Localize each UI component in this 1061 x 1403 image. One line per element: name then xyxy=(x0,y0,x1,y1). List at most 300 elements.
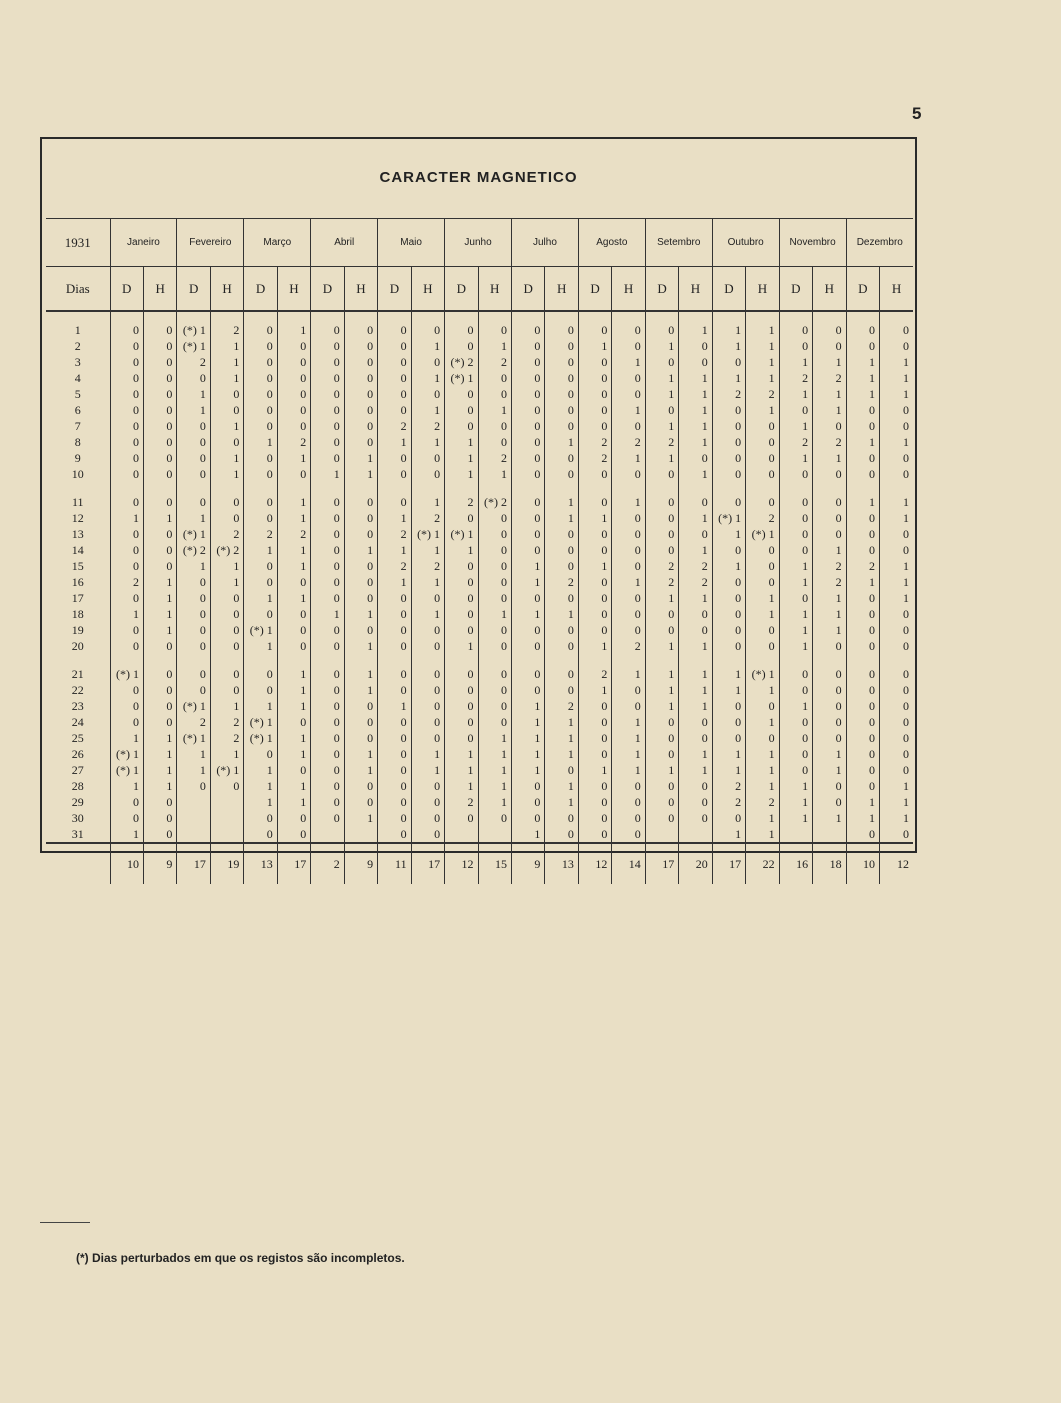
value-cell: 0 xyxy=(612,794,645,810)
value-cell: 0 xyxy=(578,826,611,843)
value-cell: 0 xyxy=(277,418,310,434)
h-header: H xyxy=(746,267,779,312)
value-cell: 0 xyxy=(311,338,344,354)
value-cell: 1 xyxy=(846,810,879,826)
value-cell: 2 xyxy=(445,794,478,810)
value-cell: 1 xyxy=(244,762,277,778)
value-cell: 0 xyxy=(411,682,444,698)
value-cell: 1 xyxy=(210,338,243,354)
value-cell: 0 xyxy=(645,746,678,762)
month-header: Novembro xyxy=(779,219,846,267)
value-cell: 0 xyxy=(746,622,779,638)
dh-header-row xyxy=(46,267,913,312)
value-cell: 1 xyxy=(746,402,779,418)
table-row xyxy=(46,510,913,526)
value-cell: 0 xyxy=(846,311,879,338)
value-cell: 0 xyxy=(511,370,544,386)
value-cell: 2 xyxy=(712,794,745,810)
value-cell: 0 xyxy=(612,826,645,843)
value-cell: 0 xyxy=(511,311,544,338)
value-cell: 0 xyxy=(478,654,511,682)
month-header: Junho xyxy=(445,219,512,267)
value-cell: 0 xyxy=(411,810,444,826)
value-cell: 0 xyxy=(779,526,812,542)
value-cell: 0 xyxy=(210,606,243,622)
value-cell: 1 xyxy=(445,434,478,450)
value-cell: 0 xyxy=(311,762,344,778)
value-cell: 0 xyxy=(478,714,511,730)
month-header: Maio xyxy=(378,219,445,267)
d-header: D xyxy=(110,267,143,312)
value-cell: 1 xyxy=(143,606,176,622)
value-cell: 1 xyxy=(344,450,377,466)
value-cell: 2 xyxy=(210,526,243,542)
value-cell: 0 xyxy=(545,810,578,826)
value-cell: 1 xyxy=(846,482,879,510)
day-cell: 31 xyxy=(71,827,84,841)
value-cell: 0 xyxy=(311,730,344,746)
value-cell: 1 xyxy=(411,606,444,622)
value-cell: 0 xyxy=(210,682,243,698)
value-cell: 0 xyxy=(578,590,611,606)
value-cell: 0 xyxy=(779,682,812,698)
value-cell: 1 xyxy=(645,418,678,434)
value-cell: 1 xyxy=(344,682,377,698)
day-cell: 25 xyxy=(71,731,84,745)
value-cell: 0 xyxy=(645,778,678,794)
day-cell: 30 xyxy=(71,811,84,825)
value-cell: 1 xyxy=(612,354,645,370)
value-cell: 1 xyxy=(143,590,176,606)
value-cell: 0 xyxy=(612,386,645,402)
days-header: Dias xyxy=(46,267,110,312)
table-row xyxy=(46,590,913,606)
value-cell: 1 xyxy=(846,370,879,386)
value-cell: 1 xyxy=(880,574,913,590)
value-cell: 1 xyxy=(311,606,344,622)
value-cell: (*) 2 xyxy=(210,542,243,558)
value-cell: 0 xyxy=(143,526,176,542)
value-cell: 1 xyxy=(813,810,846,826)
value-cell: 0 xyxy=(143,638,176,654)
value-cell: 0 xyxy=(110,354,143,370)
value-cell: 0 xyxy=(478,638,511,654)
value-cell: 0 xyxy=(445,810,478,826)
d-header: D xyxy=(445,267,478,312)
value-cell: 0 xyxy=(110,526,143,542)
value-cell: 2 xyxy=(177,714,210,730)
value-cell: 0 xyxy=(545,638,578,654)
value-cell: 0 xyxy=(545,466,578,482)
value-cell: 0 xyxy=(143,714,176,730)
value-cell: 2 xyxy=(411,558,444,574)
month-header: Julho xyxy=(511,219,578,267)
day-cell: 1 xyxy=(74,323,81,337)
table-row xyxy=(46,730,913,746)
value-cell: 1 xyxy=(511,606,544,622)
value-cell: 0 xyxy=(311,450,344,466)
value-cell: 0 xyxy=(277,386,310,402)
value-cell: 0 xyxy=(210,402,243,418)
value-cell: 0 xyxy=(746,542,779,558)
value-cell: 0 xyxy=(110,482,143,510)
value-cell: (*) 1 xyxy=(177,311,210,338)
value-cell: 1 xyxy=(712,338,745,354)
value-cell: 0 xyxy=(612,311,645,338)
value-cell: 0 xyxy=(679,730,712,746)
value-cell: 0 xyxy=(746,730,779,746)
value-cell: 1 xyxy=(846,434,879,450)
value-cell: 1 xyxy=(445,542,478,558)
value-cell: (*) 1 xyxy=(110,654,143,682)
value-cell: 1 xyxy=(779,794,812,810)
value-cell: 0 xyxy=(746,638,779,654)
value-cell: 1 xyxy=(746,810,779,826)
table-row xyxy=(46,386,913,402)
value-cell: 1 xyxy=(344,654,377,682)
value-cell: 1 xyxy=(679,698,712,714)
value-cell: 0 xyxy=(645,606,678,622)
value-cell: 0 xyxy=(746,558,779,574)
value-cell: 1 xyxy=(679,418,712,434)
value-cell: 0 xyxy=(344,730,377,746)
value-cell: 0 xyxy=(344,354,377,370)
value-cell: 0 xyxy=(110,311,143,338)
value-cell: 0 xyxy=(445,510,478,526)
value-cell: 0 xyxy=(511,434,544,450)
value-cell: 0 xyxy=(478,386,511,402)
totals-row xyxy=(46,843,913,884)
value-cell: 0 xyxy=(277,370,310,386)
value-cell: 0 xyxy=(143,311,176,338)
value-cell: 0 xyxy=(612,338,645,354)
value-cell: 1 xyxy=(746,714,779,730)
value-cell: 0 xyxy=(244,466,277,482)
value-cell: 0 xyxy=(545,370,578,386)
value-cell: 1 xyxy=(277,542,310,558)
value-cell: 0 xyxy=(378,606,411,622)
table-row xyxy=(46,354,913,370)
value-cell: 1 xyxy=(244,794,277,810)
value-cell: 2 xyxy=(813,434,846,450)
value-cell xyxy=(779,826,812,843)
value-cell: 0 xyxy=(110,590,143,606)
value-cell: 0 xyxy=(679,526,712,542)
value-cell: 0 xyxy=(110,542,143,558)
value-cell: 0 xyxy=(578,466,611,482)
value-cell: 0 xyxy=(712,466,745,482)
day-cell: 21 xyxy=(71,667,84,681)
value-cell: 2 xyxy=(645,574,678,590)
h-header: H xyxy=(478,267,511,312)
value-cell: 0 xyxy=(712,450,745,466)
value-cell: 0 xyxy=(578,606,611,622)
value-cell: 1 xyxy=(210,354,243,370)
value-cell: 1 xyxy=(411,762,444,778)
value-cell: 0 xyxy=(511,386,544,402)
value-cell: 0 xyxy=(344,794,377,810)
month-header: Outubro xyxy=(712,219,779,267)
value-cell: 0 xyxy=(378,622,411,638)
value-cell: 0 xyxy=(880,730,913,746)
value-cell: 1 xyxy=(880,810,913,826)
d-header: D xyxy=(311,267,344,312)
value-cell: 0 xyxy=(378,386,411,402)
month-header: Setembro xyxy=(645,219,712,267)
value-cell: 0 xyxy=(110,794,143,810)
value-cell: 0 xyxy=(110,622,143,638)
day-cell: 10 xyxy=(71,467,84,481)
value-cell: 1 xyxy=(813,542,846,558)
value-cell: 0 xyxy=(880,606,913,622)
value-cell: 0 xyxy=(311,311,344,338)
value-cell: 1 xyxy=(277,778,310,794)
value-cell: 0 xyxy=(511,466,544,482)
table-row xyxy=(46,682,913,698)
value-cell: 1 xyxy=(746,762,779,778)
value-cell: 0 xyxy=(645,714,678,730)
value-cell: 0 xyxy=(846,638,879,654)
value-cell: 0 xyxy=(210,482,243,510)
table-row xyxy=(46,526,913,542)
value-cell: 1 xyxy=(779,354,812,370)
value-cell: 0 xyxy=(511,682,544,698)
value-cell: 0 xyxy=(880,638,913,654)
value-cell: 1 xyxy=(679,746,712,762)
value-cell: 0 xyxy=(679,778,712,794)
table-row xyxy=(46,794,913,810)
value-cell: 2 xyxy=(846,558,879,574)
total-cell: 17 xyxy=(411,843,444,884)
value-cell: 0 xyxy=(880,526,913,542)
value-cell: 0 xyxy=(779,762,812,778)
month-header: Dezembro xyxy=(846,219,913,267)
value-cell: 0 xyxy=(378,311,411,338)
value-cell: 0 xyxy=(578,794,611,810)
value-cell: 0 xyxy=(311,622,344,638)
value-cell: 1 xyxy=(210,558,243,574)
value-cell: 1 xyxy=(779,698,812,714)
value-cell: 0 xyxy=(511,622,544,638)
value-cell: 0 xyxy=(679,450,712,466)
value-cell: 1 xyxy=(813,386,846,402)
total-cell: 9 xyxy=(511,843,544,884)
value-cell: 0 xyxy=(846,338,879,354)
value-cell: 0 xyxy=(813,730,846,746)
value-cell: 1 xyxy=(177,558,210,574)
value-cell: 1 xyxy=(712,762,745,778)
value-cell: 1 xyxy=(110,510,143,526)
total-cell: 9 xyxy=(143,843,176,884)
value-cell: 0 xyxy=(277,638,310,654)
value-cell: 0 xyxy=(210,638,243,654)
value-cell: 0 xyxy=(411,386,444,402)
value-cell: 1 xyxy=(244,778,277,794)
value-cell: 1 xyxy=(277,482,310,510)
value-cell: 0 xyxy=(578,386,611,402)
value-cell: 0 xyxy=(813,526,846,542)
value-cell: 0 xyxy=(411,450,444,466)
value-cell: 0 xyxy=(110,810,143,826)
value-cell: 0 xyxy=(779,482,812,510)
value-cell: 0 xyxy=(110,450,143,466)
value-cell: 0 xyxy=(712,622,745,638)
value-cell: 1 xyxy=(110,826,143,843)
value-cell: 0 xyxy=(712,418,745,434)
value-cell xyxy=(177,794,210,810)
value-cell: 0 xyxy=(578,778,611,794)
h-header: H xyxy=(143,267,176,312)
day-cell: 5 xyxy=(74,387,81,401)
value-cell: 0 xyxy=(645,466,678,482)
value-cell: 0 xyxy=(478,526,511,542)
value-cell: 0 xyxy=(511,654,544,682)
value-cell: (*) 1 xyxy=(177,526,210,542)
value-cell: 0 xyxy=(378,370,411,386)
value-cell: 0 xyxy=(846,762,879,778)
value-cell: 1 xyxy=(511,762,544,778)
value-cell xyxy=(813,826,846,843)
value-cell: 1 xyxy=(545,746,578,762)
value-cell: 0 xyxy=(846,682,879,698)
value-cell: 0 xyxy=(177,450,210,466)
value-cell: 1 xyxy=(645,450,678,466)
value-cell: 0 xyxy=(645,311,678,338)
value-cell: 0 xyxy=(478,622,511,638)
value-cell: 1 xyxy=(679,402,712,418)
value-cell: 0 xyxy=(210,590,243,606)
value-cell: 0 xyxy=(378,810,411,826)
value-cell: 1 xyxy=(344,466,377,482)
value-cell: 1 xyxy=(411,746,444,762)
value-cell: 0 xyxy=(612,542,645,558)
value-cell: 1 xyxy=(210,418,243,434)
value-cell: 0 xyxy=(110,698,143,714)
day-cell: 15 xyxy=(71,559,84,573)
value-cell: 2 xyxy=(545,698,578,714)
value-cell xyxy=(344,826,377,843)
value-cell: 0 xyxy=(143,434,176,450)
value-cell: 0 xyxy=(578,482,611,510)
value-cell: 1 xyxy=(880,482,913,510)
month-header: Abril xyxy=(311,219,378,267)
value-cell: 0 xyxy=(210,434,243,450)
totals-label-cell xyxy=(46,843,110,884)
value-cell: 0 xyxy=(880,762,913,778)
value-cell: 0 xyxy=(545,558,578,574)
value-cell: 0 xyxy=(478,510,511,526)
value-cell: 0 xyxy=(712,714,745,730)
total-cell: 9 xyxy=(344,843,377,884)
value-cell: 1 xyxy=(679,654,712,682)
value-cell: 0 xyxy=(511,810,544,826)
d-header: D xyxy=(645,267,678,312)
value-cell: 0 xyxy=(311,794,344,810)
value-cell: 0 xyxy=(143,794,176,810)
value-cell: 1 xyxy=(612,482,645,510)
value-cell: 0 xyxy=(779,746,812,762)
value-cell: 0 xyxy=(478,311,511,338)
value-cell: 0 xyxy=(344,434,377,450)
value-cell: 0 xyxy=(277,574,310,590)
table-row xyxy=(46,418,913,434)
value-cell: 0 xyxy=(445,418,478,434)
total-cell: 17 xyxy=(645,843,678,884)
day-cell: 16 xyxy=(71,575,84,589)
value-cell: 0 xyxy=(177,638,210,654)
value-cell: 1 xyxy=(378,510,411,526)
value-cell: 1 xyxy=(143,762,176,778)
value-cell: 1 xyxy=(779,810,812,826)
value-cell: 2 xyxy=(210,714,243,730)
value-cell: 0 xyxy=(846,826,879,843)
value-cell: 0 xyxy=(545,590,578,606)
month-header: Janeiro xyxy=(110,219,177,267)
value-cell: 1 xyxy=(779,606,812,622)
value-cell: 1 xyxy=(411,574,444,590)
value-cell: 0 xyxy=(411,638,444,654)
value-cell: 0 xyxy=(511,450,544,466)
value-cell: 1 xyxy=(378,574,411,590)
year-header: 1931 xyxy=(46,219,110,267)
value-cell: 0 xyxy=(110,370,143,386)
value-cell: 0 xyxy=(478,370,511,386)
value-cell: 1 xyxy=(244,542,277,558)
value-cell: 0 xyxy=(779,338,812,354)
value-cell: 0 xyxy=(311,402,344,418)
value-cell: 0 xyxy=(880,714,913,730)
value-cell: 0 xyxy=(578,730,611,746)
value-cell: 0 xyxy=(846,466,879,482)
h-header: H xyxy=(411,267,444,312)
value-cell: 0 xyxy=(378,794,411,810)
value-cell xyxy=(445,826,478,843)
value-cell: 1 xyxy=(177,762,210,778)
value-cell: 0 xyxy=(143,338,176,354)
value-cell: 1 xyxy=(511,698,544,714)
value-cell: 1 xyxy=(344,606,377,622)
value-cell: 1 xyxy=(578,638,611,654)
value-cell: 1 xyxy=(712,746,745,762)
value-cell: 2 xyxy=(645,434,678,450)
value-cell: 2 xyxy=(578,434,611,450)
value-cell: 2 xyxy=(712,778,745,794)
value-cell: 2 xyxy=(378,526,411,542)
table-row xyxy=(46,762,913,778)
value-cell: 1 xyxy=(813,590,846,606)
value-cell xyxy=(210,826,243,843)
value-cell: 1 xyxy=(511,746,544,762)
value-cell: 0 xyxy=(311,698,344,714)
value-cell: 0 xyxy=(445,558,478,574)
value-cell: 0 xyxy=(244,826,277,843)
value-cell: 1 xyxy=(746,826,779,843)
value-cell: 1 xyxy=(277,558,310,574)
value-cell: 2 xyxy=(612,434,645,450)
value-cell: 0 xyxy=(378,762,411,778)
value-cell: 1 xyxy=(411,338,444,354)
table-row xyxy=(46,810,913,826)
value-cell: 0 xyxy=(277,810,310,826)
value-cell: 1 xyxy=(143,574,176,590)
table-row xyxy=(46,574,913,590)
value-cell: 0 xyxy=(445,698,478,714)
value-cell: 0 xyxy=(344,778,377,794)
value-cell: 0 xyxy=(578,622,611,638)
table-row xyxy=(46,542,913,558)
value-cell: 0 xyxy=(445,682,478,698)
value-cell: 0 xyxy=(478,558,511,574)
